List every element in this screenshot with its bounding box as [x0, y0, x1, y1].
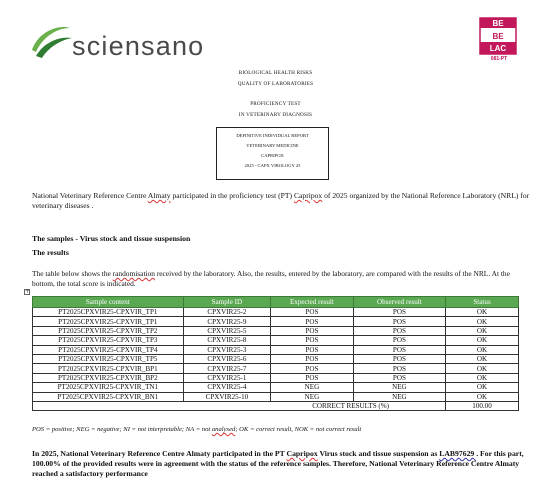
- cell-status: OK: [446, 383, 519, 392]
- dept-line-2: QUALITY OF LABORATORIES: [237, 81, 314, 87]
- cell-observed: POS: [353, 308, 445, 317]
- cell-observed: POS: [353, 364, 445, 373]
- subsection-title: The results: [32, 248, 69, 257]
- conclusion-paragraph: [32, 449, 532, 479]
- cell-sample-id: CPXVIR25-3: [183, 345, 270, 354]
- intro-lab-city: Almaty: [147, 191, 171, 200]
- col-header-sample-id: Sample ID: [183, 297, 270, 308]
- legend-text-1: POS = positive; NEG = negative; NI = not interpretable; NA = not: [32, 426, 212, 433]
- col-header-status: Status: [446, 297, 519, 308]
- body-text-2: received by the laboratory. Also, the results, entered by the laboratory, are compared with the results of the NRL. At the bottom, the total score is indicated.: [32, 269, 510, 288]
- cell-observed: NEG: [353, 392, 445, 401]
- belac-code: 081-PT: [490, 56, 508, 62]
- cell-sample-content: PT2025CPXVIR25-CPXVIR_TP4: [33, 345, 184, 354]
- report-box-line-2: VETERINARY MEDICINE: [246, 143, 299, 148]
- table-row: [33, 345, 519, 354]
- cell-observed: POS: [353, 345, 445, 354]
- conclusion-text-2: Virus stock and tissue suspension as: [317, 449, 440, 458]
- report-box-line-3: CAPRIPOX: [261, 153, 284, 158]
- table-row: [33, 354, 519, 363]
- cell-status: OK: [446, 326, 519, 335]
- cell-observed: POS: [353, 317, 445, 326]
- cell-expected: POS: [271, 364, 354, 373]
- body-text-1: The table below shows the: [32, 269, 113, 278]
- cell-status: OK: [446, 354, 519, 363]
- sciensano-wordmark: sciensano: [72, 31, 205, 61]
- title-line-1: PROFICIENCY TEST: [250, 101, 301, 107]
- cell-sample-content: PT2025CPXVIR25-CPXVIR_BN1: [33, 392, 184, 401]
- col-header-observed: Observed result: [353, 297, 445, 308]
- cell-status: OK: [446, 373, 519, 382]
- cell-status: OK: [446, 308, 519, 317]
- results-description: [32, 269, 520, 288]
- cell-sample-content: PT2025CPXVIR25-CPXVIR_BP2: [33, 373, 184, 382]
- cell-expected: NEG: [271, 392, 354, 401]
- cell-status: OK: [446, 317, 519, 326]
- intro-paragraph: [32, 191, 532, 211]
- table-row: [33, 317, 519, 326]
- total-label: CORRECT RESULTS (%): [33, 401, 446, 410]
- section-title: The samples - Virus stock and tissue suspension: [32, 234, 191, 243]
- legend-analysed: analysed: [211, 426, 236, 433]
- cell-sample-id: CPXVIR25-10: [183, 392, 270, 401]
- intro-text-1: National Veterinary Reference Centre: [32, 191, 148, 200]
- cell-sample-id: CPXVIR25-1: [183, 373, 270, 382]
- conclusion-lab-code: LAB97629: [439, 449, 477, 458]
- cell-sample-content: PT2025CPXVIR25-CPXVIR_BP1: [33, 364, 184, 373]
- conclusion-pt-name: Capripox: [286, 449, 318, 458]
- cell-sample-content: PT2025CPXVIR25-CPXVIR_TP2: [33, 326, 184, 335]
- cell-expected: POS: [271, 345, 354, 354]
- col-header-expected: Expected result: [271, 297, 354, 308]
- cell-status: OK: [446, 336, 519, 345]
- conclusion-text-3: . For this part, 100.00% of the provided results were in agreement with the status of the reference samples. Therefore, National Veterinary Reference Centre Almaty reached a satisfactory performance: [32, 449, 524, 478]
- svg-text:LAC: LAC: [489, 44, 507, 53]
- cell-sample-id: CPXVIR25-9: [183, 317, 270, 326]
- legend-text-2: ; OK = correct result, NOK = not correct result: [235, 426, 362, 433]
- cell-sample-id: CPXVIR25-2: [183, 308, 270, 317]
- cell-status: OK: [446, 364, 519, 373]
- table-row: [33, 383, 519, 392]
- cell-sample-content: PT2025CPXVIR25-CPXVIR_TP1: [33, 317, 184, 326]
- cell-observed: NEG: [353, 383, 445, 392]
- report-box-line-1: DEFINITIVE INDIVIDUAL REPORT: [236, 133, 309, 138]
- svg-text:BE: BE: [492, 32, 504, 41]
- cell-sample-id: CPXVIR25-5: [183, 326, 270, 335]
- cell-observed: POS: [353, 326, 445, 335]
- cell-sample-content: PT2025CPXVIR25-CPXVIR_TP1: [33, 308, 184, 317]
- table-row: [33, 308, 519, 317]
- report-box-line-4: 2025 - CAPX VIROLOGY 25: [244, 163, 301, 168]
- table-row: [33, 373, 519, 382]
- results-table: [32, 296, 519, 411]
- cell-expected: POS: [271, 326, 354, 335]
- cell-sample-id: CPXVIR25-7: [183, 364, 270, 373]
- table-row: [33, 364, 519, 373]
- col-header-sample-content: Sample content: [33, 297, 184, 308]
- cell-sample-content: PT2025CPXVIR25-CPXVIR_TP5: [33, 354, 184, 363]
- conclusion-text-1: In 2025, National Veterinary Reference Centre Almaty participated in the PT: [32, 449, 287, 458]
- report-info-box: [216, 127, 329, 180]
- cell-sample-id: CPXVIR25-6: [183, 354, 270, 363]
- cell-expected: POS: [271, 308, 354, 317]
- table-header-row: [33, 297, 519, 308]
- cell-sample-id: CPXVIR25-4: [183, 383, 270, 392]
- table-row: [33, 336, 519, 345]
- sciensano-logo: [30, 20, 220, 62]
- cell-observed: POS: [353, 336, 445, 345]
- cell-sample-id: CPXVIR25-8: [183, 336, 270, 345]
- cell-expected: POS: [271, 373, 354, 382]
- intro-text-3: of 2025 organized by the National Reference Laboratory (NRL) for veterinary diseases .: [32, 191, 530, 210]
- intro-pt-name: Capripox: [293, 191, 323, 200]
- cell-expected: POS: [271, 317, 354, 326]
- cell-sample-content: PT2025CPXVIR25-CPXVIR_TP3: [33, 336, 184, 345]
- cell-status: OK: [446, 392, 519, 401]
- title-line-2: IN VETERINARY DIAGNOSIS: [238, 112, 313, 118]
- intro-text-2: participated in the proficiency test (PT): [170, 191, 294, 200]
- cell-expected: POS: [271, 354, 354, 363]
- cell-observed: POS: [353, 373, 445, 382]
- svg-text:BE: BE: [492, 19, 504, 28]
- cell-sample-content: PT2025CPXVIR25-CPXVIR_TN1: [33, 383, 184, 392]
- table-row: [33, 392, 519, 401]
- results-legend: [32, 426, 361, 433]
- cell-status: OK: [446, 345, 519, 354]
- table-total-row: [33, 401, 519, 410]
- sciensano-swoosh-icon: [30, 20, 74, 62]
- cell-expected: NEG: [271, 383, 354, 392]
- cell-expected: POS: [271, 336, 354, 345]
- body-randomisation: randomisation: [112, 269, 155, 278]
- cell-observed: POS: [353, 354, 445, 363]
- table-move-handle-icon[interactable]: +: [25, 288, 31, 295]
- total-value: 100.00: [446, 401, 519, 410]
- table-row: [33, 326, 519, 335]
- dept-line-1: BIOLOGICAL HEALTH RISKS: [238, 70, 313, 76]
